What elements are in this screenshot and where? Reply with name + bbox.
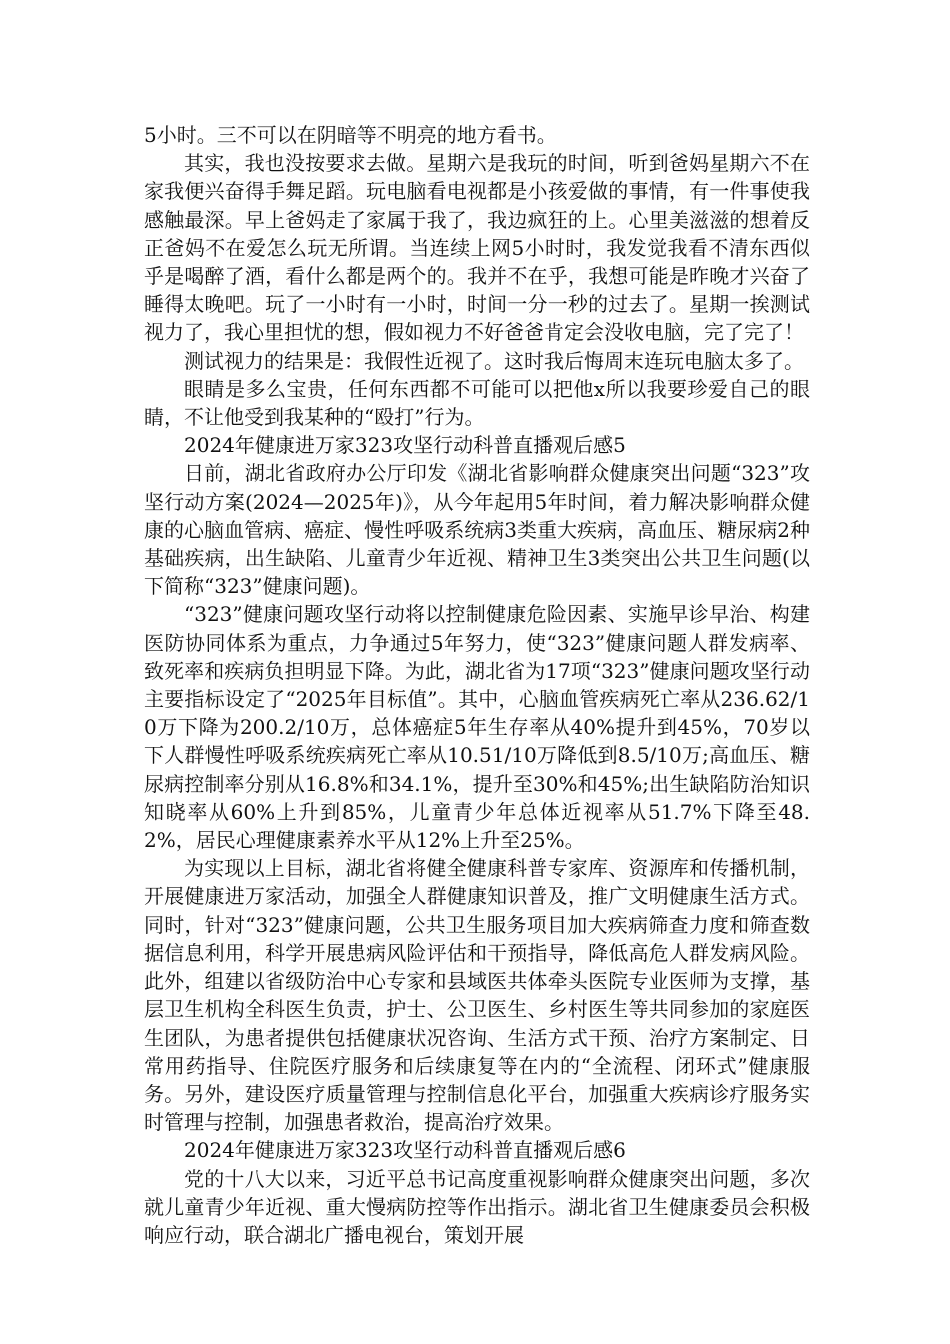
section-heading-6: 2024年健康进万家323攻坚行动科普直播观后感6 <box>184 1138 626 1163</box>
paragraph-party-congress: 党的十八大以来，习近平总书记高度重视影响群众健康突出问题，多次就儿童青少年近视、重大慢病防控等作出指示。湖北省卫生健康委员会积极响应行动，联合湖北广播电视台，策划开展 <box>144 1166 810 1247</box>
paragraph-continuation: 5小时。三不可以在阴暗等不明亮的地方看书。 <box>144 123 557 147</box>
paragraph-vision-test-result: 测试视力的结果是：我假性近视了。这时我后悔周末连玩电脑太多了。 <box>184 348 804 373</box>
paragraph-cherish-eyes: 眼睛是多么宝贵，任何东西都不可能可以把他x所以我要珍爱自己的眼睛，不让他受到我某种的“殴打”行为。 <box>144 376 810 430</box>
document-page <box>144 121 810 1249</box>
paragraph-action-plan-intro: 日前，湖北省政府办公厅印发《湖北省影响群众健康突出问题“323”攻坚行动方案(2024—2025年)》，从今年起用5年时间，着力解决影响群众健康的心脑血管病、癌症、慢性呼吸系统病3类重大疾病，高血压、糖尿病2种基础疾病，出生缺陷、儿童青少年近视、精神卫生3类突出公共卫生问题(以下简称“323”健康问题)。 <box>144 461 810 599</box>
paragraph-targets: “323”健康问题攻坚行动将以控制健康危险因素、实施早诊早治、构建医防协同体系为重点，力争通过5年努力，使“323”健康问题人群发病率、致死率和疾病负担明显下降。为此，湖北省为17项“323”健康问题攻坚行动主要指标设定了“2025年目标值”。其中，心脑血管疾病死亡率从236.62/10万下降为200.2/10万，总体癌症5年生存率从40%提升到45%，70岁以下人群慢性呼吸系统疾病死亡率从10.51/10万降低到8.5/10万;高血压、糖尿病控制率分别从16.8%和34.1%，提升至30%和45%;出生缺陷防治知识知晓率从60%上升到85%，儿童青少年总体近视率从51.7%下降至48.2%，居民心理健康素养水平从12%上升至25%。 <box>144 602 810 853</box>
paragraph-weekend-story: 其实，我也没按要求去做。星期六是我玩的时间，听到爸妈星期六不在家我便兴奋得手舞足蹈。玩电脑看电视都是小孩爱做的事情，有一件事使我感触最深。早上爸妈走了家属于我了，我边疯狂的上。心里美滋滋的想着反正爸妈不在爱怎么玩无所谓。当连续上网5小时时，我发觉我看不清东西似乎是喝醉了酒，看什么都是两个的。我并不在乎，我想可能是昨晚才兴奋了睡得太晚吧。玩了一小时有一小时，时间一分一秒的过去了。星期一挨测试视力了，我心里担忧的想，假如视力不好爸爸肯定会没收电脑，完了完了！ <box>144 151 810 345</box>
paragraph-measures: 为实现以上目标，湖北省将健全健康科普专家库、资源库和传播机制，开展健康进万家活动，加强全人群健康知识普及，推广文明健康生活方式。同时，针对“323”健康问题，公共卫生服务项目加大疾病筛查力度和筛查数据信息利用，科学开展患病风险评估和干预指导，降低高危人群发病风险。此外，组建以省级防治中心专家和县域医共体牵头医院专业医师为支撑，基层卫生机构全科医生负责，护士、公卫医生、乡村医生等共同参加的家庭医生团队，为患者提供包括健康状况咨询、生活方式干预、治疗方案制定、日常用药指导、住院医疗服务和后续康复等在内的“全流程、闭环式”健康服务。另外，建设医疗质量管理与控制信息化平台，加强重大疾病诊疗服务实时管理与控制，加强患者救治，提高治疗效果。 <box>144 856 810 1135</box>
section-heading-5: 2024年健康进万家323攻坚行动科普直播观后感5 <box>184 433 626 458</box>
